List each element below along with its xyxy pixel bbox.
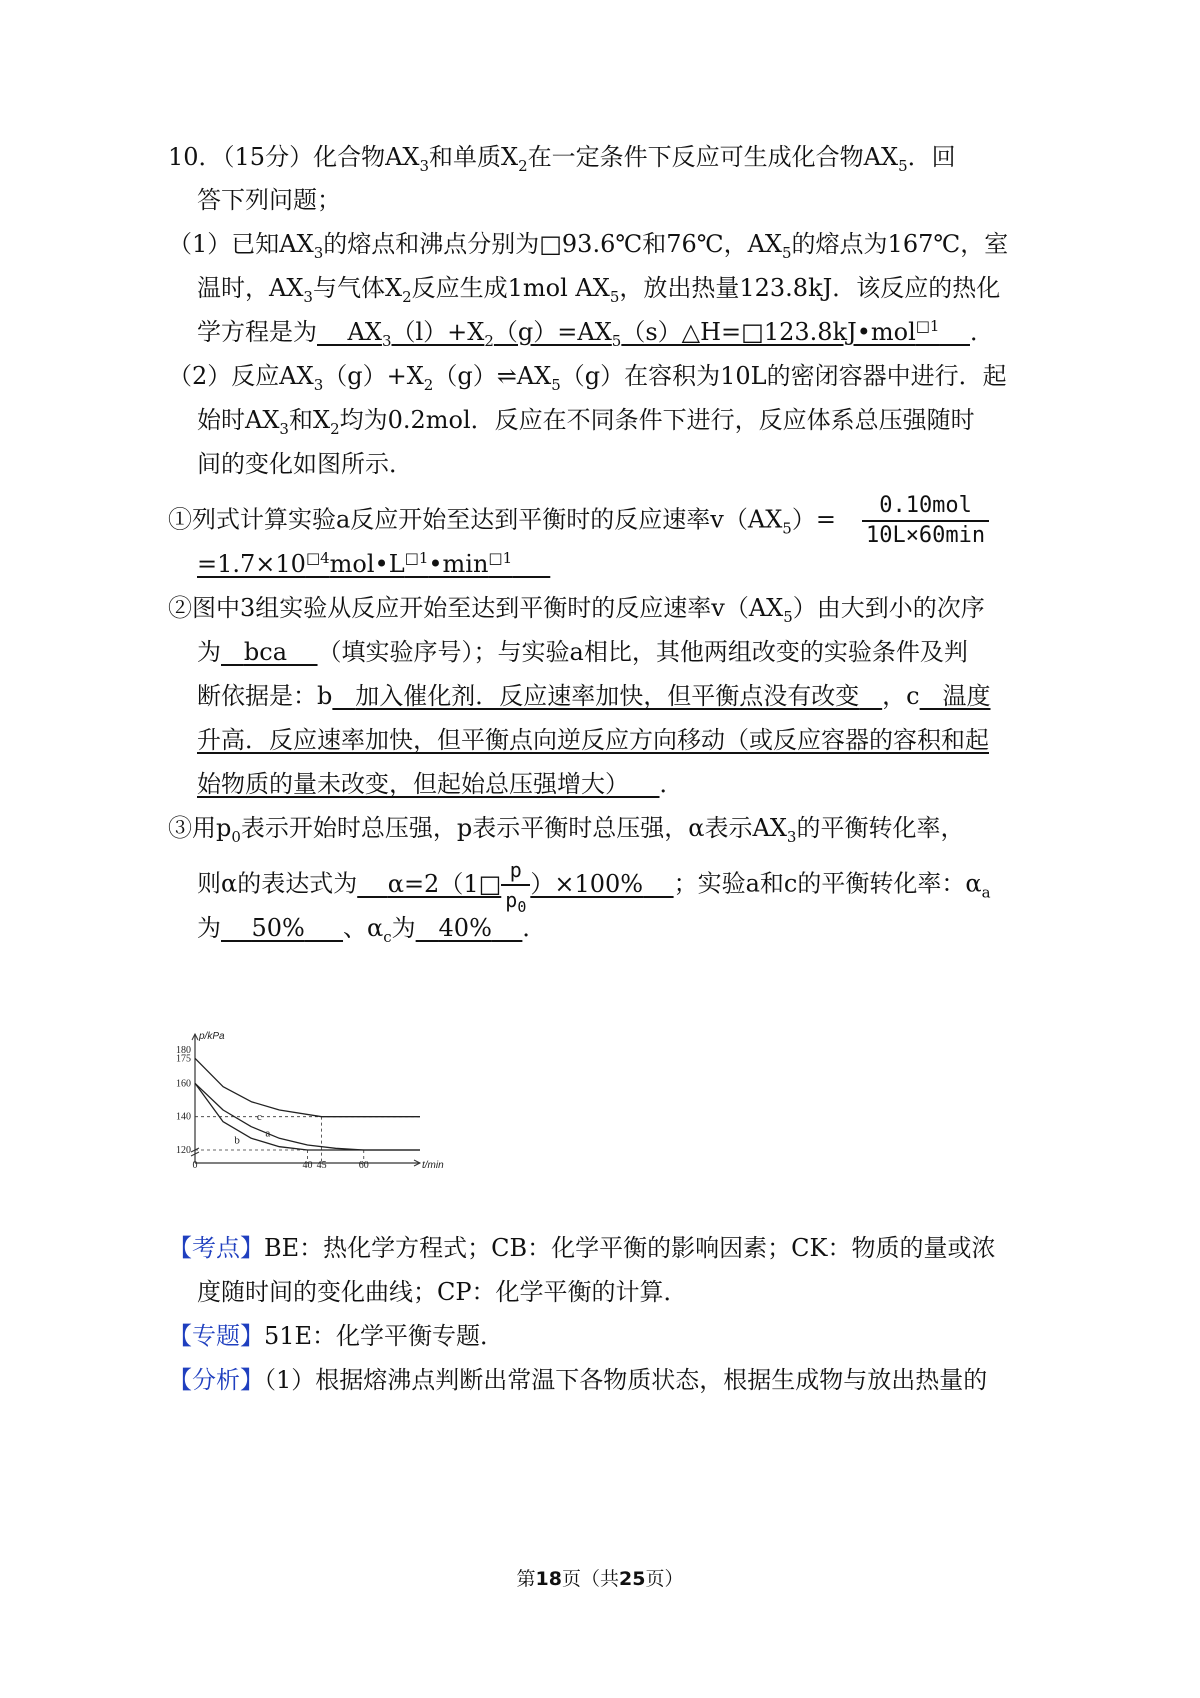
sub-question-3-line-2: 则α的表达式为 α=2（1□ $\frac{p}{p_0}$ ）×100% ；实验a和c的平衡转化率：$\alpha_a$ [197,858,991,916]
y-axis-label: p/kPa [199,1031,225,1042]
question-part1-line-2: 温时，$AX_3$与气体$X_2$反应生成1mol $AX_5$，放出热量123.8kJ．该反应的热化 [197,274,1001,306]
rate-fraction: $\frac{\text{0.10mol}}{10L\times 60\min}$ [862,492,989,550]
answer-b: 加入催化剂．反应速率加快，但平衡点没有改变 [355,682,860,710]
y-tick-label: 175 [176,1053,191,1065]
sub-question-1: ①列式计算实验a反应开始至达到平衡时的反应速率$v(AX_5)=$ $\frac{\text{0.10mol}}{10L\times 60\min}$ [168,492,989,550]
x-tick-label: 40 [302,1160,313,1170]
series-label-c: c [256,1111,262,1123]
series-line-c [195,1058,420,1116]
x-axis-label: t/min [422,1160,444,1170]
sub-question-3-line-3: 为 50% 、$\alpha_c$为 40% ． [197,914,547,946]
question-part2-line-2: 始时$AX_3$和$X_2$均为0.2mol．反应在不同条件下进行，反应体系总压强随时 [197,406,975,438]
question-line-1: 10．（15分）化合物$AX_3$和单质$X_2$在一定条件下反应可生成化合物$AX_5$．回 [168,143,956,175]
question-part2-line-1: （2）反应$AX_3(g)+X_2(g)\rightleftharpoons AX_5(g)$在容积为10L的密闭容器中进行．起 [168,362,1007,394]
x-tick-label: 45 [316,1160,327,1170]
tag-zhuanti: 【专题】 [168,1322,264,1350]
sub-question-2-line-4: 升高．反应速率加快，但平衡点向逆反应方向移动（或反应容器的容积和起 [197,726,989,754]
question-part2-line-3: 间的变化如图所示． [197,450,413,478]
question-line-2: 答下列问题； [197,186,341,214]
sub-question-2-line-2: 为 bca （填实验序号）；与实验a相比，其他两组改变的实验条件及判 [197,638,968,666]
pressure-time-chart [175,1030,445,1170]
y-tick-label: 120 [176,1145,191,1156]
series-label-b: b [234,1134,240,1147]
analysis-fenxi: 【分析】（1）根据熔沸点判断出常温下各物质状态，根据生成物与放出热量的 [168,1366,988,1394]
sub-question-3: ③用$p_0$表示开始时总压强，p表示平衡时总压强，α表示$AX_3$的平衡转化率， [168,814,965,846]
sub-question-2-line-5: 始物质的量未改变，但起始总压强增大） ． [197,770,684,798]
analysis-zhuanti: 【专题】51E：化学平衡专题． [168,1322,505,1350]
series-label-a: a [265,1127,271,1140]
answer-thermo-equation: $AX_3(l)+X_2(g)=AX_5(s)\triangle H=□123.8kJ•mol^{□1}$ [347,317,940,350]
y-tick-label: 140 [176,1111,191,1123]
tag-kaodian: 【考点】 [168,1234,264,1262]
answer-c: 温度 [942,682,991,710]
sub-question-2-line-3: 断依据是：b 加入催化剂．反应速率加快，但平衡点没有改变 ，c 温度 [197,682,991,710]
answer-order: bca [243,638,288,666]
y-tick-label: 160 [176,1078,191,1090]
analysis-kaodian: 【考点】BE：热化学方程式；CB：化学平衡的影响因素；CK：物质的量或浓 [168,1234,996,1262]
sub-question-1-answer: $=1.7\times 10^{□4}mol•L^{□1}•\min^{□1}$ [197,549,513,578]
x-tick-label: 0 [192,1160,198,1170]
page-footer: 第18页（共25页） [516,1568,684,1590]
x-tick-label: 60 [358,1160,369,1170]
tag-fenxi: 【分析】 [168,1366,264,1394]
analysis-kaodian-2: 度随时间的变化曲线；CP：化学平衡的计算． [197,1278,688,1306]
answer-alpha-a: 50% [251,914,305,942]
answer-alpha-c: 40% [438,914,492,942]
y-tick-label: 180 [176,1045,191,1056]
sub-question-2: ②图中3组实验从反应开始至达到平衡时的反应速率$v(AX_5)$由大到小的次序 [168,594,985,626]
question-part1-line-1: （1）已知$AX_3$的熔点和沸点分别为□93.6℃和76℃，$AX_5$的熔点为167℃，室 [168,230,1009,262]
answer-alpha-expression: α=2（1□ $\frac{p}{p_0}$ ）×100% [387,858,644,916]
question-part1-answer: 学方程是为 $AX_3(l)+X_2(g)=AX_5(s)\triangle H=□123.8kJ•mol^{□1}$ ． [197,317,994,350]
